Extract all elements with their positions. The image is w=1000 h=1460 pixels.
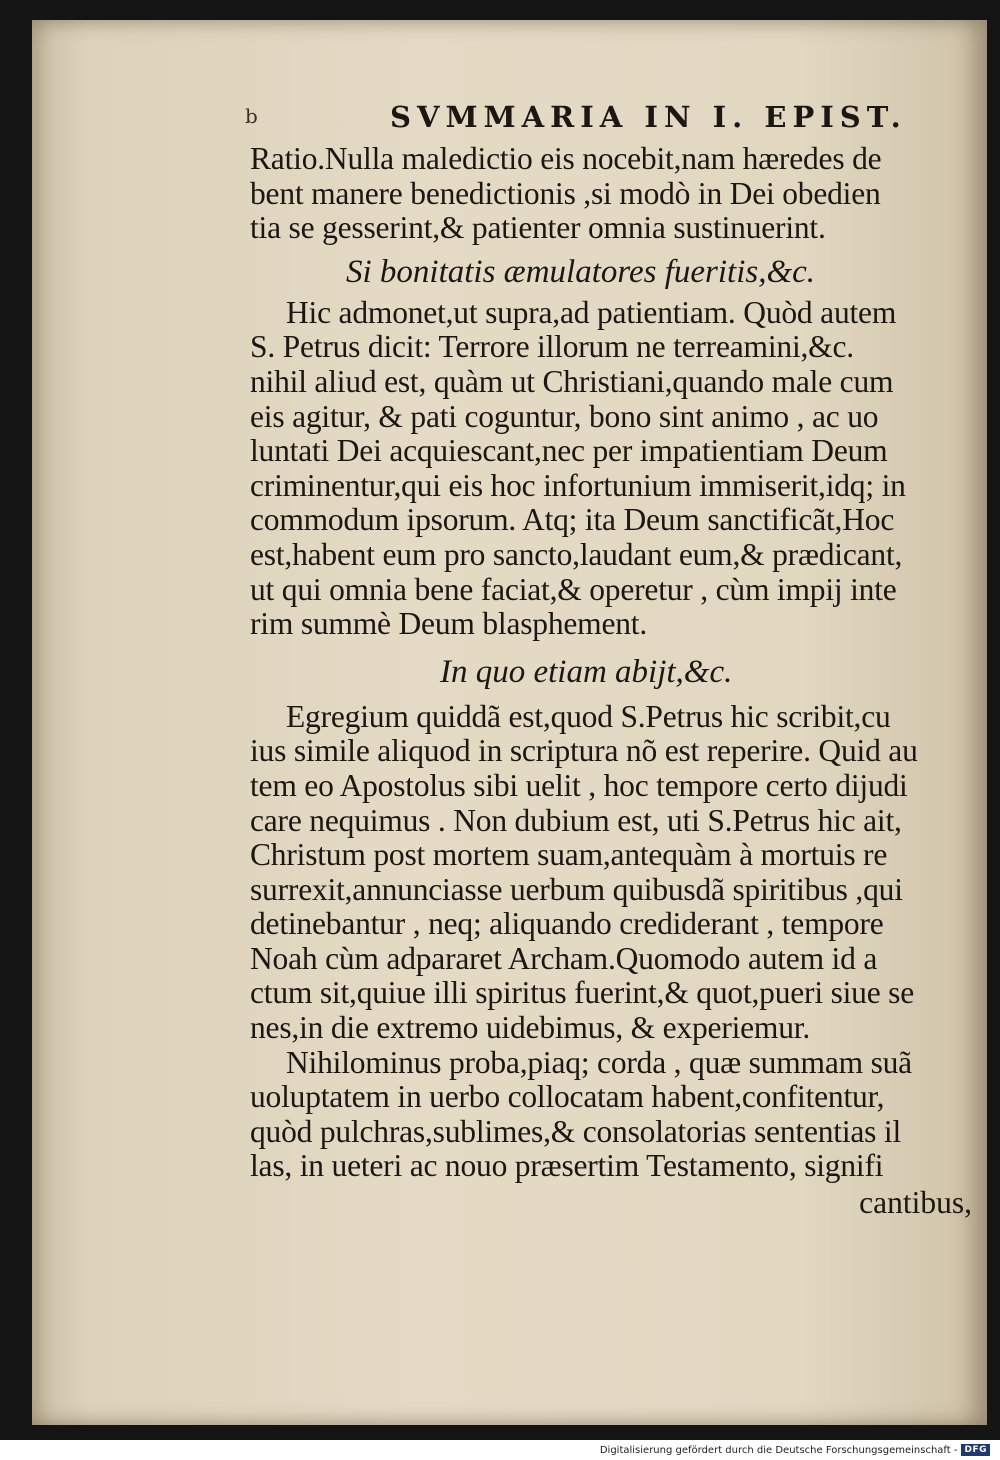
paragraph-admonet	[250, 296, 976, 642]
section-heading: In quo etiam abijt,&c.	[440, 653, 733, 690]
page-text-block	[245, 90, 976, 1222]
text-line: uoluptatem in uerbo collocatam habent,confitentur,	[250, 1079, 885, 1115]
text-line: Noah cùm adpararet Archam.Quomodo autem id a	[250, 940, 878, 976]
text-line: bent manere benedictionis ,si modò in Dei obedien	[250, 175, 881, 211]
text-line: detinebantur , neq; aliquando crediderant , tempore	[250, 906, 884, 942]
book-page	[32, 20, 987, 1425]
page-mark: b	[245, 104, 258, 128]
text-line: las, in ueteri ac nouo præsertim Testamento, signifi	[250, 1148, 884, 1184]
text-line: Nihilominus proba,piaq; corda , quæ summam suã	[286, 1044, 912, 1080]
text-line: criminentur,qui eis hoc infortunium immiserit,idq; in	[250, 467, 906, 503]
page-header	[245, 90, 976, 142]
text-line: tia se gesserint,& patienter omnia sustinuerint.	[250, 210, 826, 246]
text-line: ctum sit,quiue illi spiritus fuerint,& quot,pueri siue se	[250, 975, 915, 1011]
text-line: ius simile aliquod in scriptura nõ est reperire. Quid au	[250, 733, 918, 769]
section-heading: Si bonitatis æmulatores fueritis,&c.	[346, 253, 816, 290]
running-head: SVMMARIA IN I. EPIST.	[390, 100, 907, 134]
catchword: cantibus,	[859, 1185, 972, 1221]
text-line: Hic admonet,ut supra,ad patientiam. Quòd autem	[286, 294, 897, 330]
text-line: rim summè Deum blasphement.	[250, 606, 648, 642]
text-line: surrexit,annunciasse uerbum quibusdã spiritibus ,qui	[250, 871, 903, 907]
text-line: luntati Dei acquiescant,nec per impatientiam Deum	[250, 433, 888, 469]
text-line: tem eo Apostolus sibi uelit , hoc tempore certo dijudi	[250, 767, 908, 803]
digitization-footer	[0, 1440, 1000, 1460]
text-line: nes,in die extremo uidebimus, & experiemur.	[250, 1010, 811, 1046]
text-line: eis agitur, & pati coguntur, bono sint animo , ac uo	[250, 398, 879, 434]
text-line: nihil aliud est, quàm ut Christiani,quando male cum	[250, 363, 894, 399]
paragraph-ratio	[250, 142, 976, 246]
paragraph-nihilominus	[250, 1046, 976, 1184]
paragraph-egregium	[250, 700, 976, 1046]
text-line: S. Petrus dicit: Terrore illorum ne terreamini,&c.	[250, 329, 854, 365]
dfg-logo-icon: DFG	[961, 1444, 990, 1456]
text-line: quòd pulchras,sublimes,& consolatorias sententias il	[250, 1113, 901, 1149]
text-line: est,habent eum pro sancto,laudant eum,& prædicant,	[250, 536, 903, 572]
text-line: care nequimus . Non dubium est, uti S.Petrus hic ait,	[250, 802, 902, 838]
text-line: Ratio.Nulla maledictio eis nocebit,nam hæredes de	[250, 141, 882, 176]
footer-credit: Digitalisierung gefördert durch die Deutsche Forschungsgemeinschaft -	[599, 1444, 958, 1456]
text-line: ut qui omnia bene faciat,& operetur , cùm impij inte	[250, 571, 897, 607]
text-line: Egregium quiddã est,quod S.Petrus hic scribit,cu	[286, 698, 891, 734]
text-line: commodum ipsorum. Atq; ita Deum sanctificãt,Hoc	[250, 502, 895, 538]
text-line: Christum post mortem suam,antequàm à mortuis re	[250, 837, 888, 873]
